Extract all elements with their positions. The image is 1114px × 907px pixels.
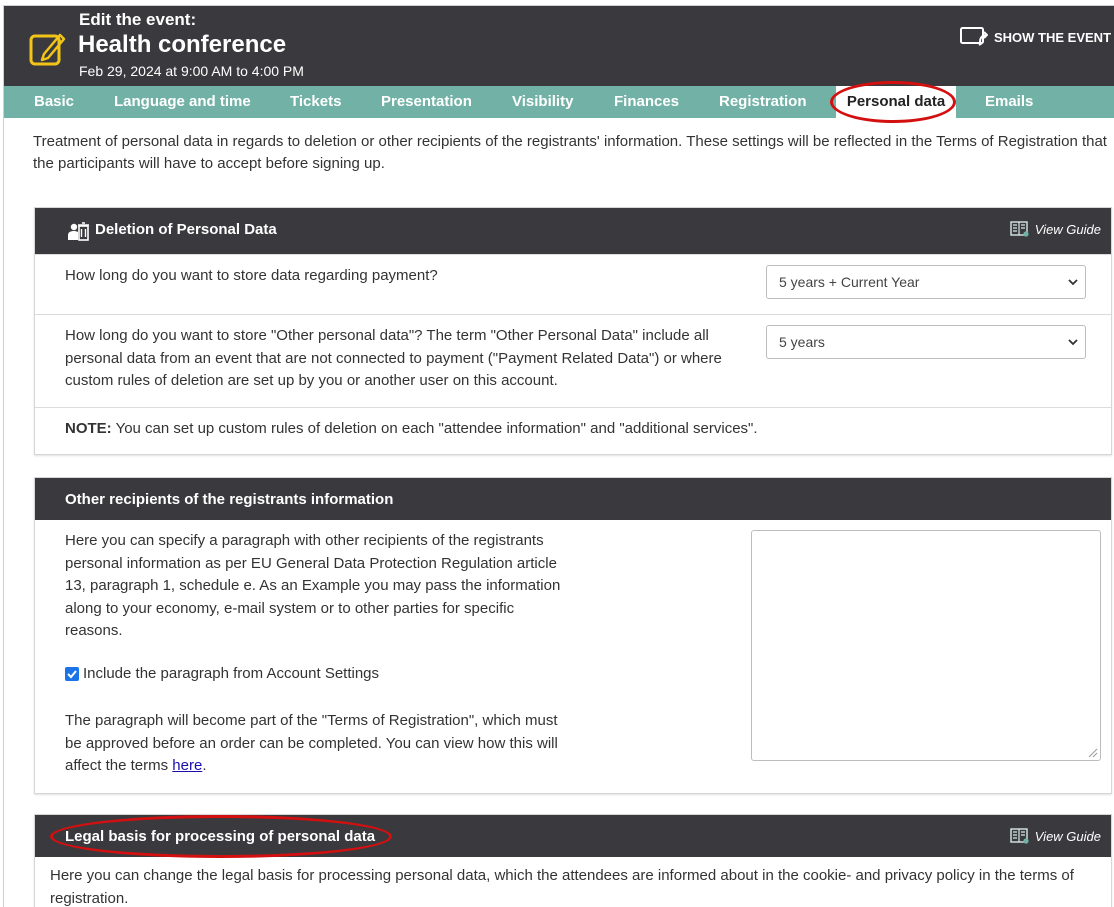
note-text: You can set up custom rules of deletion on each "attendee information" and "additional services".	[111, 420, 758, 437]
show-event-button[interactable]	[960, 25, 1111, 49]
recipients-textarea[interactable]	[751, 530, 1101, 761]
legal-basis-panel	[34, 814, 1112, 907]
include-paragraph-checkbox[interactable]	[65, 667, 79, 681]
recipients-panel-title: Other recipients of the registrants information	[65, 491, 394, 508]
recipients-panel-header	[35, 478, 1111, 520]
checkmark-icon	[65, 667, 79, 681]
tab-basic[interactable]: Basic	[34, 93, 75, 110]
chevron-down-icon	[1067, 336, 1079, 348]
include-paragraph-option	[65, 665, 379, 682]
tab-registration[interactable]: Registration	[719, 93, 807, 110]
chevron-down-icon	[1067, 276, 1079, 288]
terms-note	[65, 710, 565, 778]
legal-basis-description: Here you can change the legal basis for processing personal data, which the attendees are informed about in the cookie- and privacy policy in the terms of registration.	[50, 867, 1074, 907]
tab-language-and-time[interactable]: Language and time	[114, 93, 251, 110]
other-data-row	[35, 314, 1111, 407]
payment-row	[35, 254, 1111, 314]
view-guide-label: View Guide	[1034, 829, 1101, 844]
show-event-icon	[960, 26, 988, 48]
tab-personal-data[interactable]: Personal data	[836, 86, 956, 118]
payment-retention-value: 5 years + Current Year	[779, 274, 920, 290]
terms-text-end: .	[202, 757, 207, 774]
resize-grip-icon[interactable]	[1088, 748, 1098, 758]
guide-icon	[1010, 221, 1030, 238]
tab-visibility[interactable]: Visibility	[512, 93, 574, 110]
legal-basis-panel-header	[35, 815, 1111, 857]
deletion-panel-header	[35, 208, 1111, 254]
guide-icon	[1010, 828, 1030, 845]
deletion-icon	[67, 220, 89, 242]
event-header	[4, 6, 1114, 86]
legal-basis-panel-title: Legal basis for processing of personal data	[65, 828, 376, 845]
deletion-panel-title: Deletion of Personal Data	[95, 221, 277, 238]
intro-text: Treatment of personal data in regards to deletion or other recipients of the registrants' information. These settings will be reflected in the Terms of Registration that the participants will have to accept before signing up.	[33, 133, 1107, 172]
tab-presentation[interactable]: Presentation	[381, 93, 472, 110]
other-data-retention-value: 5 years	[779, 334, 825, 350]
tab-finances[interactable]: Finances	[614, 93, 680, 110]
recipients-description: Here you can specify a paragraph with other recipients of the registrants personal information as per EU General Data Protection Regulation article 13, paragraph 1, schedule e. As an Example you may pass the information along to your economy, e-mail system or to other parties for specific reasons.	[65, 532, 561, 639]
show-event-label: SHOW THE EVENT	[994, 29, 1112, 45]
note-row	[35, 407, 1111, 455]
header-eyebrow: Edit the event:	[79, 10, 197, 29]
tab-emails[interactable]: Emails	[985, 93, 1034, 110]
payment-question: How long do you want to store data regarding payment?	[65, 267, 438, 284]
edit-event-icon	[29, 30, 67, 68]
recipients-panel	[34, 477, 1112, 794]
edit-event-page	[3, 5, 1114, 907]
other-data-retention-select[interactable]	[766, 325, 1086, 359]
view-guide-link[interactable]	[1010, 828, 1101, 845]
include-paragraph-label: Include the paragraph from Account Settings	[83, 665, 380, 682]
deletion-note	[65, 418, 758, 441]
deletion-panel	[34, 207, 1112, 455]
terms-text: The paragraph will become part of the "Terms of Registration", which must be approved before an order can be completed. You can view how this will affect the terms	[65, 712, 558, 774]
event-date: Feb 29, 2024 at 9:00 AM to 4:00 PM	[79, 63, 304, 79]
view-guide-label: View Guide	[1034, 222, 1101, 237]
other-data-question: How long do you want to store "Other personal data"? The term "Other Personal Data" include all personal data from an event that are not connected to payment ("Payment Related Data") or where custom rules of deletion are set up by you or another user on this account.	[65, 327, 722, 389]
note-label: NOTE:	[65, 420, 112, 437]
tab-bar	[4, 86, 1114, 118]
terms-here-link[interactable]: here	[172, 757, 203, 774]
payment-retention-select[interactable]	[766, 265, 1086, 299]
event-title: Health conference	[78, 31, 287, 58]
view-guide-link[interactable]	[1010, 221, 1101, 238]
tab-tickets[interactable]: Tickets	[290, 93, 342, 110]
